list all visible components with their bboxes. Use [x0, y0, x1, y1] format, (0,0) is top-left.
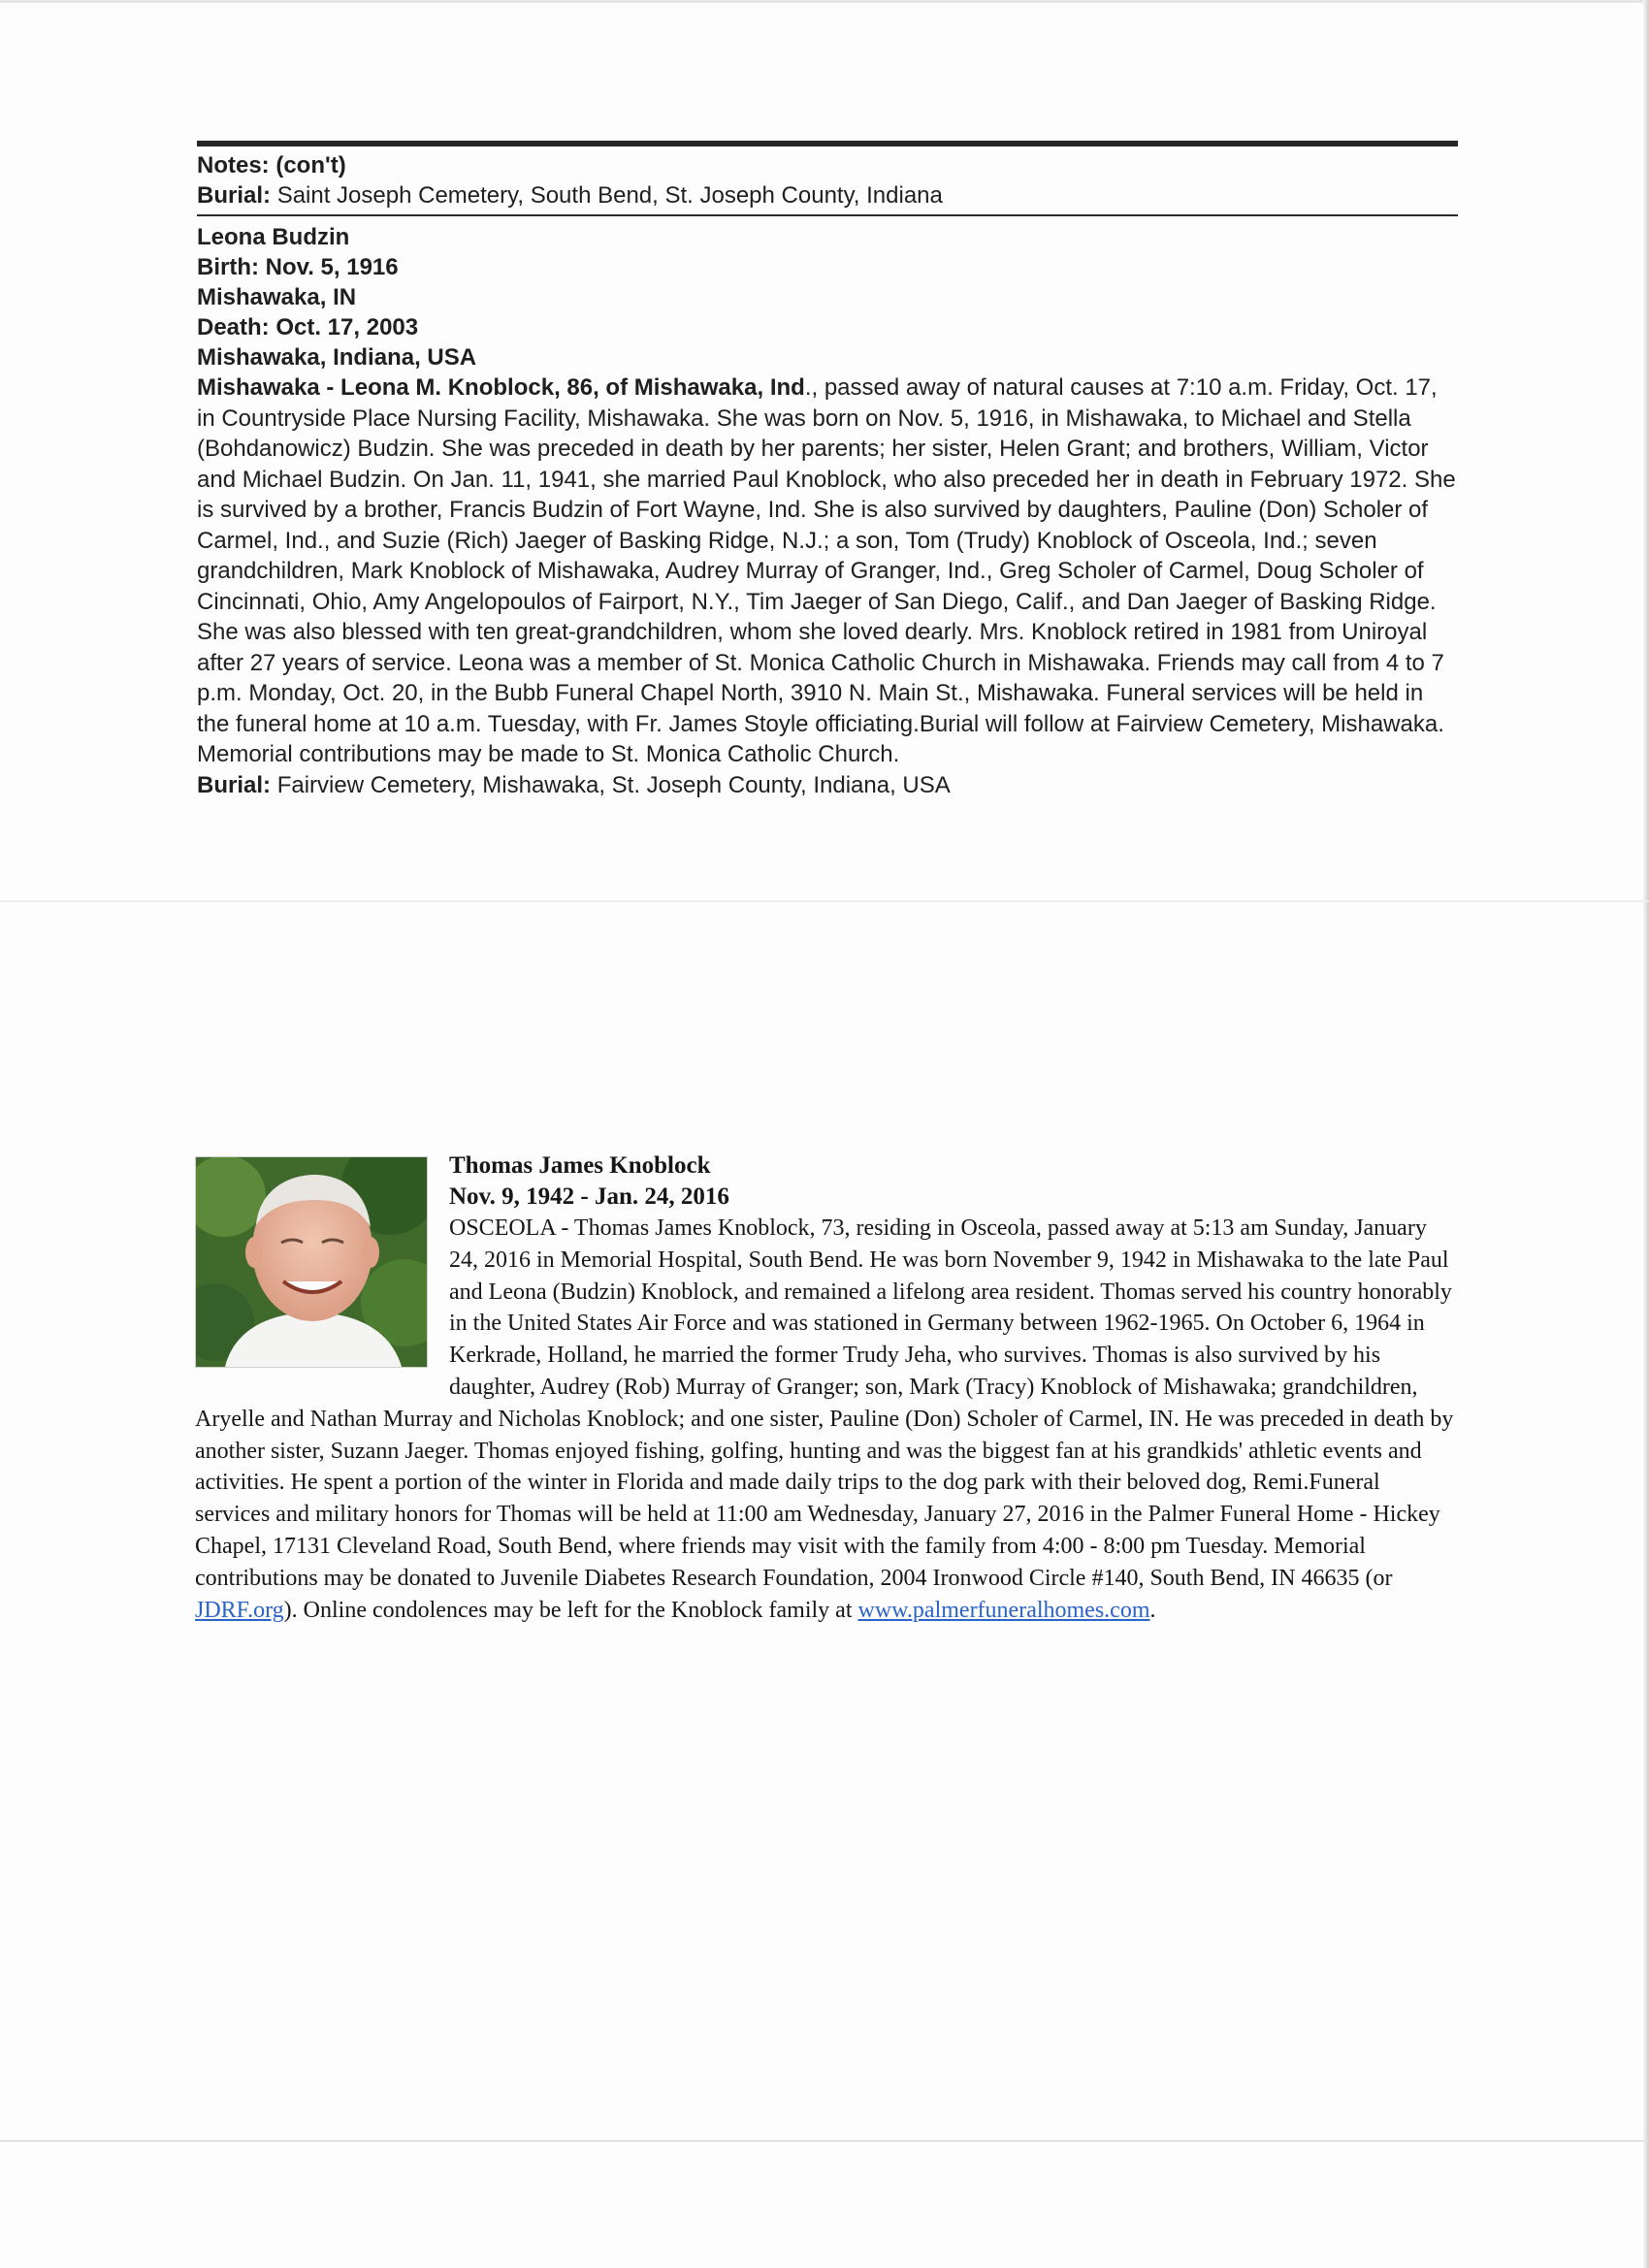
- obituary-dates: Nov. 9, 1942 - Jan. 24, 2016: [449, 1183, 729, 1210]
- scan-edge-right: [1643, 0, 1649, 2268]
- jdrf-link[interactable]: JDRF.org: [195, 1597, 284, 1623]
- burial-label-2: Burial:: [197, 771, 272, 798]
- section-rule: [197, 214, 1458, 216]
- obituary-body-end: .: [1149, 1597, 1156, 1623]
- burial-label: Burial:: [197, 182, 272, 209]
- obituary-name: Thomas James Knoblock: [449, 1152, 711, 1179]
- palmer-funeral-homes-link[interactable]: www.palmerfuneralhomes.com: [857, 1597, 1150, 1623]
- death-place: Mishawaka, Indiana, USA: [197, 344, 477, 371]
- top-rule: [197, 141, 1458, 146]
- page-bottom-line: [0, 2140, 1649, 2142]
- burial-line-1: [197, 180, 1458, 211]
- notes-section: [197, 141, 1458, 800]
- scan-edge-top: [0, 0, 1649, 3]
- obituary-section-thomas: [195, 1150, 1456, 1626]
- burial-line-2: [197, 770, 1458, 800]
- burial-value-2: Fairview Cemetery, Mishawaka, St. Joseph County, Indiana, USA: [276, 771, 951, 798]
- obituary-lead: Mishawaka - Leona M. Knoblock, 86, of Mishawaka, Ind: [197, 374, 805, 401]
- page-fold-line: [0, 900, 1649, 902]
- burial-value: Saint Joseph Cemetery, South Bend, St. Joseph County, Indiana: [276, 182, 943, 209]
- death-line: Death: Oct. 17, 2003: [197, 314, 419, 340]
- person-name: Leona Budzin: [197, 224, 350, 250]
- obituary-text: ., passed away of natural causes at 7:10 a.m. Friday, Oct. 17, in Countryside Place Nursing Facility, Mishawaka. She was born on Nov. 5, 1916, in Mishawaka, to Michael and Stella (Bohdanowicz) Budzin. She was preceded in death by her parents; her sister, Helen Grant; and brothers, William, Victor and Michael Budzin. On Jan. 11, 1941, she married Paul Knoblock, who also preceded her in death in February 1972. She is survived by a brother, Francis Budzin of Fort Wayne, Ind. She is also survived by daughters, Pauline (Don) Scholer of Carmel, Ind., and Suzie (Rich) Jaeger of Basking Ridge, N.J.; a son, Tom (Trudy) Knoblock of Osceola, Ind.; seven grandchildren, Mark Knoblock of Mishawaka, Audrey Murray of Granger, Ind., Greg Scholer of Carmel, Doug Scholer of Cincinnati, Ohio, Amy Angelopoulos of Fairport, N.Y., Tim Jaeger of San Diego, Calif., and Dan Jaeger of Basking Ridge. She was also blessed with ten great-grandchildren, whom she loved dearly. Mrs. Knoblock retired in 1981 from Uniroyal after 27 years of service. Leona was a member of St. Monica Catholic Church in Mishawaka. Friends may call from 4 to 7 p.m. Monday, Oct. 20, in the Bubb Funeral Chapel North, 3910 N. Main St., Mishawaka. Funeral services will be held in the funeral home at 10 a.m. Tuesday, with Fr. James Stoyle officiating.Burial will follow at Fairview Cemetery, Mishawaka. Memorial contributions may be made to St. Monica Catholic Church.: [197, 374, 1456, 767]
- birth-line: Birth: Nov. 5, 1916: [197, 254, 399, 280]
- portrait-photo: [195, 1156, 428, 1368]
- obituary-body: OSCEOLA - Thomas James Knoblock, 73, residing in Osceola, passed away at 5:13 am Sunday, January 24, 2016 in Memorial Hospital, South Bend. He was born November 9, 1942 in Mishawaka to the late Paul and Leona (Budzin) Knoblock, and remained a lifelong area resident. Thomas served his country honorably in the United States Air Force and was stationed in Germany between 1962-1965. On October 6, 1964 in Kerkrade, Holland, he married the former Trudy Jeha, who survives. Thomas is also survived by his daughter, Audrey (Rob) Murray of Granger; son, Mark (Tracy) Knoblock of Mishawaka; grandchildren, Aryelle and Nathan Murray and Nicholas Knoblock; and one sister, Pauline (Don) Scholer of Carmel, IN. He was preceded in death by another sister, Suzann Jaeger. Thomas enjoyed fishing, golfing, hunting and was the biggest fan at his grandkids' athletic events and activities. He spent a portion of the winter in Florida and made daily trips to the dog park with their beloved dog, Remi.Funeral services and military honors for Thomas will be held at 11:00 am Wednesday, January 27, 2016 in the Palmer Funeral Home - Hickey Chapel, 17131 Cleveland Road, South Bend, where friends may visit with the family from 4:00 - 8:00 pm Tuesday. Memorial contributions may be donated to Juvenile Diabetes Research Foundation, 2004 Ironwood Circle #140, South Bend, IN 46635 (or: [195, 1215, 1454, 1591]
- obituary-body-cont: ). Online condolences may be left for the Knoblock family at: [283, 1597, 858, 1623]
- birth-place: Mishawaka, IN: [197, 284, 357, 310]
- notes-header: Notes: (con't): [197, 152, 346, 178]
- obituary-paragraph-leona: [197, 373, 1458, 770]
